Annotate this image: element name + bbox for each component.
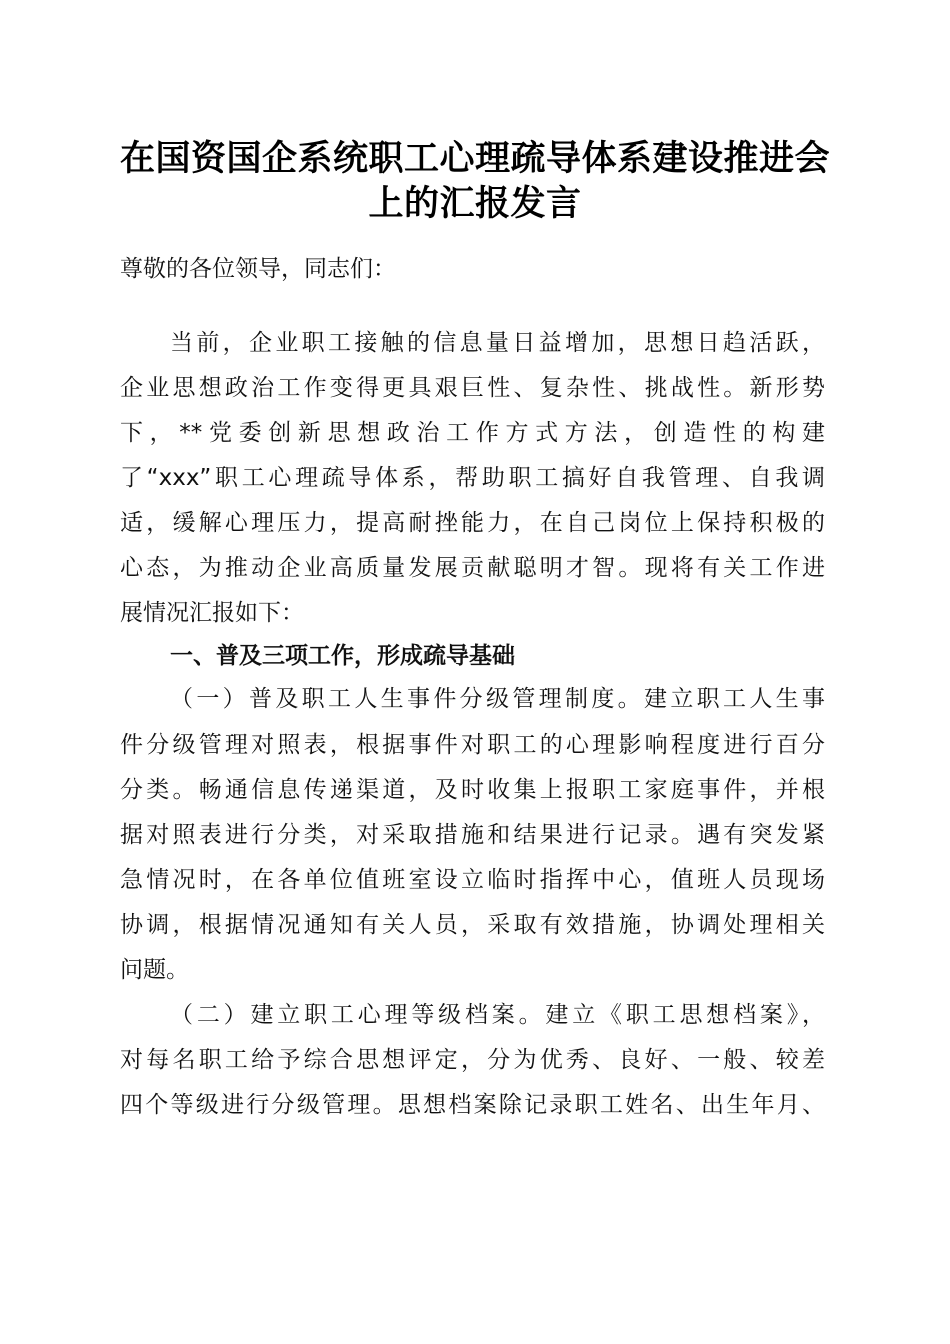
sub1-line: 问题。 xyxy=(120,957,189,983)
section-heading-1: 一、普及三项工作，形成疏导基础 xyxy=(170,643,515,669)
sub2-line: 四个等级进行分级管理。思想档案除记录职工姓名、出生年月、 xyxy=(120,1092,825,1118)
intro-line: 心态，为推动企业高质量发展贡献聪明才智。现将有关工作进 xyxy=(120,555,825,581)
intro-line: 下，**党委创新思想政治工作方式方法，创造性的构建 xyxy=(120,420,825,446)
sub1-line: 协调，根据情况通知有关人员，采取有效措施，协调处理相关 xyxy=(120,912,825,938)
intro-line: 企业思想政治工作变得更具艰巨性、复杂性、挑战性。新形势 xyxy=(120,375,825,401)
greeting: 尊敬的各位领导，同志们： xyxy=(120,256,396,282)
intro-line: 了“xxx”职工心理疏导体系，帮助职工搞好自我管理、自我调 xyxy=(120,465,825,491)
sub1-line: 据对照表进行分类，对采取措施和结果进行记录。遇有突发紧 xyxy=(120,822,825,848)
sub2-line: 对每名职工给予综合思想评定，分为优秀、良好、一般、较差 xyxy=(120,1047,825,1073)
document-title-line-2: 上的汇报发言 xyxy=(368,183,582,224)
sub1-line: 分类。畅通信息传递渠道，及时收集上报职工家庭事件，并根 xyxy=(120,777,825,803)
intro-line: 适，缓解心理压力，提高耐挫能力，在自己岗位上保持积极的 xyxy=(120,510,825,536)
document-title-line-1: 在国资国企系统职工心理疏导体系建设推进会 xyxy=(119,138,830,179)
sub1-line: 件分级管理对照表，根据事件对职工的心理影响程度进行百分 xyxy=(120,732,825,758)
intro-line: 展情况汇报如下： xyxy=(120,600,304,626)
sub1-line: （一）普及职工人生事件分级管理制度。建立职工人生事 xyxy=(170,686,825,712)
sub1-line: 急情况时，在各单位值班室设立临时指挥中心，值班人员现场 xyxy=(120,867,825,893)
intro-line: 当前，企业职工接触的信息量日益增加，思想日趋活跃， xyxy=(170,330,825,356)
sub2-line: （二）建立职工心理等级档案。建立《职工思想档案》， xyxy=(170,1002,825,1028)
